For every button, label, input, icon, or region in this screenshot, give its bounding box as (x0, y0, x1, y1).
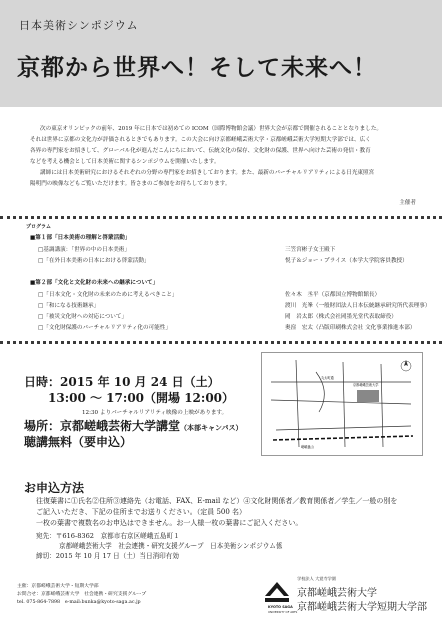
program-row-title: □「日本文化・文化財の未来のために考えるべきこと」 (38, 292, 178, 298)
university-logo-block (262, 576, 432, 618)
apply-address (36, 531, 282, 561)
organizer-label: 主催者 (399, 200, 416, 206)
intro-text (30, 124, 422, 190)
program-row (30, 301, 431, 312)
program-row-speaker: 三笠宮彬子女王殿下 (285, 247, 336, 253)
program-label: プログラム (26, 224, 51, 230)
venue-name: 場所：京都嵯峨芸術大学講堂 (24, 419, 181, 433)
apply-line: ご記入いただき、下記の住所までお送りください。（定員 500 名） (36, 508, 247, 516)
program-row-title: □基調講演：「世界の中の日本美術」 (38, 247, 130, 253)
intro-line: 次の東京オリンピックの前年、2019 年に日本では初めての ICOM（国際博物館会議）世界大会が京都で開催されることとなりました。 (40, 126, 383, 132)
program-row-speaker: 悦子＆ジョー・プライス（本学大学院客員教授） (285, 258, 408, 264)
event-time: 13:00 〜 17:00（開場 12:00） (48, 391, 235, 405)
footer-host: 主催：京都嵯峨芸術大学・短期大学部 (17, 584, 99, 589)
access-map (261, 352, 423, 456)
intro-line: 講師には日本美術研究におけるそれぞれの分野の専門家をお招きしております。また、最新のバーチャルリアリティによる日光東照宮 (40, 170, 375, 176)
program-row-speaker: 岡 岩太郎（株式会社岡墨光堂代表取締役） (285, 314, 397, 320)
header-subtitle: 日本美術シンポジウム (19, 19, 139, 32)
apply-line: 往復葉書に①氏名②住所③連絡先（お電話、FAX、E-mail など）④文化財関係者／教育関係者／学生／一般の別を (36, 497, 398, 505)
intro-line: それは世界に京都の文化力が評価されるときでもあります。この大会に向け京都嵯峨芸術大学・京都嵯峨芸術大学短期大学部では、広く (30, 137, 371, 143)
vr-note: 12:30 よりバーチャルリアリティ映像の上映があります。 (82, 410, 228, 416)
program-row-title: □「在外日本美術の日本における啓蒙活動」 (38, 258, 150, 264)
intro-line: 各界の専門家をお招きして、グローバル化が進んだこんにちにおいて、伝統文化の保存、文化財の保護、世界へ向けた芸術の発信・教育 (30, 148, 371, 154)
program-row (30, 312, 420, 323)
logo-text: KYOTO SAGA (268, 605, 293, 609)
program-row-speaker: 奥窪 宏太（凸版印刷株式会社 文化事業推進本部） (285, 325, 416, 331)
university-group: 学校法人 大覚寺学園 (297, 576, 337, 581)
dotted-divider (0, 341, 442, 344)
program-row-title: □「被災文化財への対応について」 (38, 314, 128, 320)
program-row (30, 256, 420, 267)
program-row-speaker: 佐々木 丞平（京都国立博物館館長） (285, 292, 381, 298)
map-label-campus: 京都嵯峨芸術大学 (353, 383, 379, 387)
intro-line: などを考える機会として日本美術に関するシンポジウムを開催いたします。 (30, 159, 220, 165)
part-1-title: ■第１部「日本美術の理解と啓蒙活動」 (30, 235, 131, 241)
footer-tel: tel. 075-864-7898 e-mail:bunka@kyoto-saga.ac.jp (17, 600, 141, 605)
university-name: 京都嵯峨芸術大学 (297, 588, 377, 599)
program-row (30, 323, 420, 334)
address-line: 京都嵯峨芸術大学 社会連携・研究支援グループ 日本美術シンポジウム係 (59, 542, 283, 550)
header-title: 京都から世界へ！そして未来へ！ (17, 54, 377, 81)
program-part-2 (30, 278, 431, 334)
program-row (30, 290, 420, 301)
admission-text: 聴講無料（要申込） (24, 435, 133, 449)
address-line: 宛先：〒616-8362 京都市右京区嵯峨五島町１ (36, 532, 180, 540)
apply-line: 一枚の葉書で複数名のお申込はできません。お一人様一枚の葉書にご記入ください。 (36, 519, 303, 527)
program-row-title: □「文化財保護のバーチャルリアリティ化の可能性」 (38, 325, 171, 331)
campus-marker (357, 390, 379, 402)
deadline: 締切：2015 年 10 月 17 日（土）当日消印有効 (36, 552, 179, 560)
header-banner (0, 0, 442, 107)
footer-contact (17, 583, 146, 607)
intro-line: 陽明門の映像などもご覧いただけます。皆さまのご参加をお待ちしております。 (30, 181, 231, 187)
program-row-speaker: 渡川 光峯（一般財団法人日本伝統継承研究所代表理事） (285, 303, 431, 309)
event-date: 日時：2015 年 10 月 24 日（土） (24, 375, 220, 389)
part-2-title: ■第２部「文化と文化財の未来への継承について」 (30, 280, 159, 286)
apply-body (36, 496, 422, 529)
map-label-road: 丸太町通 (321, 376, 334, 380)
logo-text-sub: UNIVERSITY OF ARTS (268, 610, 298, 614)
map-label-station: 嵯峨嵐山 (301, 445, 314, 449)
footer-inquiry: お問合せ：京都嵯峨芸術大学 社会連携・研究支援グループ (17, 592, 147, 597)
dotted-divider (0, 216, 442, 219)
program-row (30, 245, 420, 256)
venue-campus: （本部キャンパス） (180, 423, 243, 432)
event-venue (24, 417, 243, 434)
university-name-junior: 京都嵯峨芸術大学短期大学部 (297, 602, 427, 613)
program-row-title: □「和になる技術継承」 (38, 303, 100, 309)
apply-heading: お申込方法 (24, 481, 85, 495)
program-part-1 (30, 233, 420, 267)
